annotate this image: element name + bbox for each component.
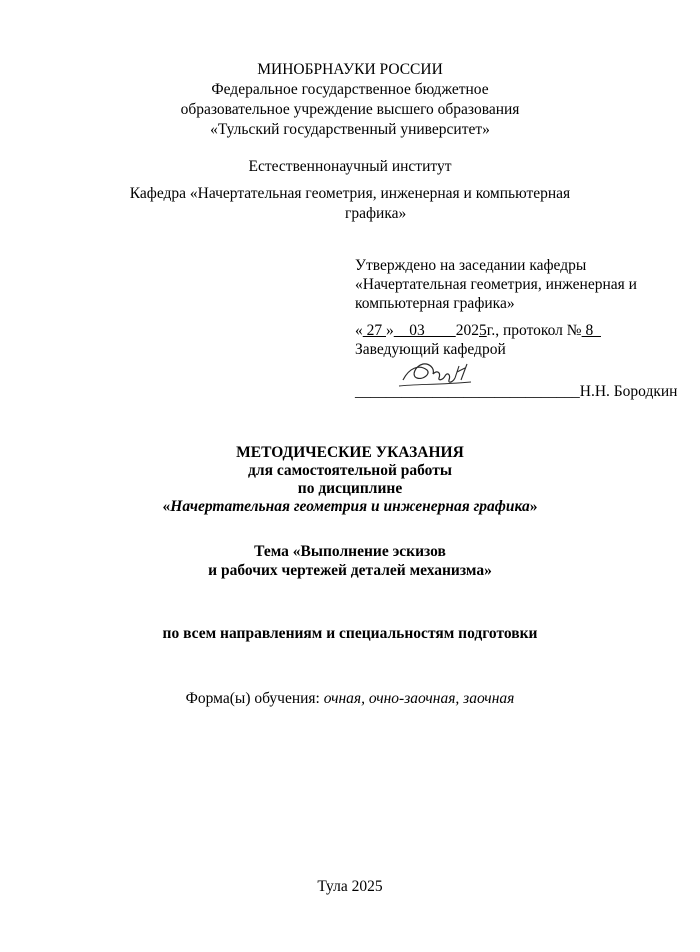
study-form-value: очная, очно-заочная, заочная <box>323 690 515 707</box>
approval-line1: Утверждено на заседании кафедры <box>355 257 587 274</box>
approval-line3: компьютерная графика» <box>355 295 515 312</box>
signature-block <box>355 364 695 400</box>
document-title: МЕТОДИЧЕСКИЕ УКАЗАНИЯ <box>236 444 464 461</box>
university-name: «Тульский государственный университет» <box>210 121 490 138</box>
handwritten-signature <box>397 358 477 394</box>
study-form <box>0 689 700 708</box>
title-line2: для самостоятельной работы <box>248 462 452 479</box>
title-line3: по дисциплине <box>297 480 403 497</box>
approval-day: 27 <box>362 322 386 339</box>
study-form-label: Форма(ы) обучения: <box>185 690 324 707</box>
head-of-department-title: Заведующий кафедрой <box>355 341 506 358</box>
topic-line2: и рабочих чертежей деталей механизма» <box>208 562 492 579</box>
discipline-name <box>0 497 700 516</box>
discipline-open-quote: « <box>162 498 171 515</box>
head-name: Н.Н. Бородкин <box>579 383 678 400</box>
approval-month: 03 <box>393 322 456 339</box>
protocol-label: г., протокол № <box>486 322 582 339</box>
department-line1: Кафедра «Начертательная геометрия, инженерная и компьютерная <box>129 185 571 202</box>
date-close-quote: » <box>386 322 394 339</box>
date-open-quote: « <box>355 322 363 339</box>
protocol-number: 8 <box>581 322 601 339</box>
department-line2: графика» <box>345 205 407 222</box>
ministry-name: МИНОБРНАУКИ РОССИИ <box>257 61 443 78</box>
institute-name: Естественнонаучный институт <box>248 158 452 175</box>
approval-date-protocol <box>355 321 601 340</box>
topic-line1: Тема «Выполнение эскизов <box>254 543 446 560</box>
signature-blank: _____________________________ <box>355 383 580 400</box>
directions-text: по всем направлениям и специальностям подготовки <box>162 625 538 642</box>
discipline-title: Начертательная геометрия и инженерная графика <box>170 498 530 515</box>
approval-year-prefix: 202 <box>455 322 479 339</box>
discipline-close-quote: » <box>529 498 538 515</box>
footer-city-year: Тула 2025 <box>317 878 383 895</box>
approval-line2: «Начертательная геометрия, инженерная и <box>355 276 637 293</box>
approval-year-digit: 5 <box>479 322 487 339</box>
university-type-line1: Федеральное государственное бюджетное <box>211 81 489 98</box>
university-type-line2: образовательное учреждение высшего образования <box>180 101 520 118</box>
